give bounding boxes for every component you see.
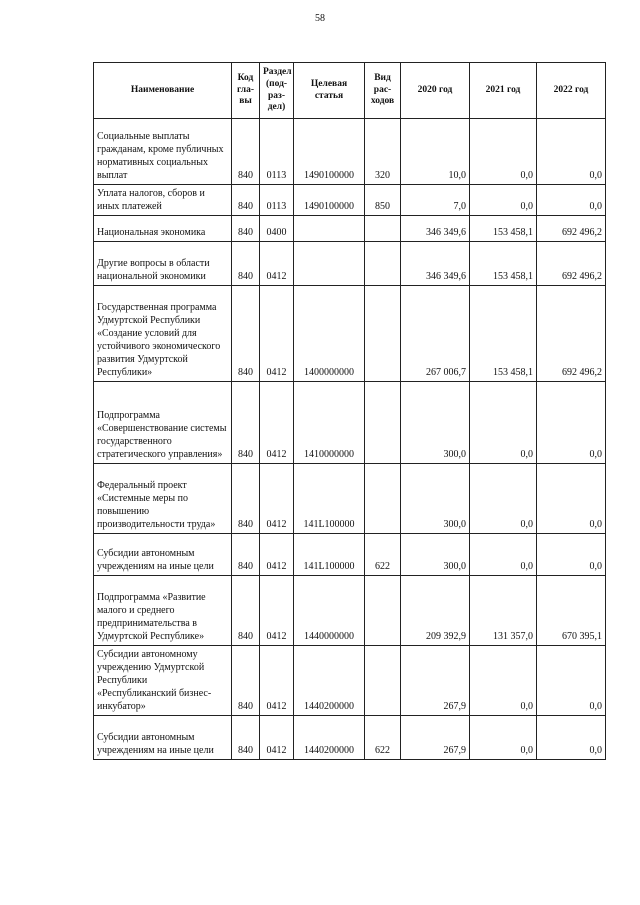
table-row — [94, 382, 606, 464]
budget-table — [93, 62, 606, 760]
row-2020: 300,0 — [401, 382, 470, 464]
row-target: 1490100000 — [294, 119, 365, 185]
row-target: 1400000000 — [294, 286, 365, 382]
row-2021: 0,0 — [470, 382, 537, 464]
row-2020: 10,0 — [401, 119, 470, 185]
row-2022: 0,0 — [537, 382, 606, 464]
row-2022: 0,0 — [537, 646, 606, 716]
row-2022: 0,0 — [537, 464, 606, 534]
row-section: 0412 — [260, 286, 294, 382]
row-2022: 692 496,2 — [537, 286, 606, 382]
header-chapter-code: Код гла-вы — [232, 63, 260, 119]
row-2022: 0,0 — [537, 185, 606, 216]
page-number: 58 — [315, 13, 325, 24]
table-row — [94, 119, 606, 185]
row-target: 141L100000 — [294, 534, 365, 576]
row-2021: 0,0 — [470, 185, 537, 216]
row-chapter: 840 — [232, 382, 260, 464]
row-target — [294, 216, 365, 242]
row-section: 0412 — [260, 576, 294, 646]
row-section: 0412 — [260, 716, 294, 760]
row-chapter: 840 — [232, 646, 260, 716]
row-section: 0412 — [260, 534, 294, 576]
header-target-article: Целевая статья — [294, 63, 365, 119]
header-year-2021: 2021 год — [470, 63, 537, 119]
row-2022: 692 496,2 — [537, 216, 606, 242]
row-name: Подпрограмма «Совершенствование системы государственного стратегического управления» — [94, 382, 232, 464]
row-section: 0412 — [260, 646, 294, 716]
row-2020: 267 006,7 — [401, 286, 470, 382]
row-2021: 0,0 — [470, 119, 537, 185]
row-name: Социальные выплаты гражданам, кроме публичных нормативных социальных выплат — [94, 119, 232, 185]
table-row — [94, 534, 606, 576]
row-name: Субсидии автономному учреждению Удмуртской Республики «Республиканский бизнес-инкубатор» — [94, 646, 232, 716]
row-type — [365, 286, 401, 382]
row-2021: 153 458,1 — [470, 286, 537, 382]
row-name: Национальная экономика — [94, 216, 232, 242]
header-year-2022: 2022 год — [537, 63, 606, 119]
table-row — [94, 576, 606, 646]
row-section: 0412 — [260, 242, 294, 286]
table-row — [94, 646, 606, 716]
row-type — [365, 382, 401, 464]
row-2020: 300,0 — [401, 534, 470, 576]
row-section: 0412 — [260, 464, 294, 534]
row-target: 141L100000 — [294, 464, 365, 534]
row-name: Федеральный проект «Системные меры по повышению производительности труда» — [94, 464, 232, 534]
row-type — [365, 242, 401, 286]
row-chapter: 840 — [232, 119, 260, 185]
row-type — [365, 646, 401, 716]
row-2021: 0,0 — [470, 534, 537, 576]
header-section: Раздел (под-раз-дел) — [260, 63, 294, 119]
row-2022: 692 496,2 — [537, 242, 606, 286]
row-2021: 153 458,1 — [470, 242, 537, 286]
table-row — [94, 185, 606, 216]
header-expense-type: Вид рас-ходов — [365, 63, 401, 119]
header-year-2020: 2020 год — [401, 63, 470, 119]
row-2021: 153 458,1 — [470, 216, 537, 242]
row-section: 0412 — [260, 382, 294, 464]
row-type: 622 — [365, 534, 401, 576]
row-section: 0113 — [260, 185, 294, 216]
row-2021: 0,0 — [470, 716, 537, 760]
row-2020: 300,0 — [401, 464, 470, 534]
row-target: 1490100000 — [294, 185, 365, 216]
row-target: 1440200000 — [294, 646, 365, 716]
row-target: 1410000000 — [294, 382, 365, 464]
row-name: Государственная программа Удмуртской Республики «Создание условий для устойчивого экономического развития Удмуртской Республики» — [94, 286, 232, 382]
table-row — [94, 286, 606, 382]
row-2021: 0,0 — [470, 646, 537, 716]
row-type — [365, 576, 401, 646]
table-row — [94, 716, 606, 760]
row-chapter: 840 — [232, 716, 260, 760]
row-chapter: 840 — [232, 242, 260, 286]
row-name: Другие вопросы в области национальной экономики — [94, 242, 232, 286]
row-type — [365, 464, 401, 534]
row-type: 622 — [365, 716, 401, 760]
row-target: 1440000000 — [294, 576, 365, 646]
row-2020: 267,9 — [401, 646, 470, 716]
row-2022: 0,0 — [537, 119, 606, 185]
row-type: 320 — [365, 119, 401, 185]
row-name: Субсидии автономным учреждениям на иные цели — [94, 716, 232, 760]
row-2021: 0,0 — [470, 464, 537, 534]
header-name: Наименование — [94, 63, 232, 119]
row-2020: 267,9 — [401, 716, 470, 760]
row-2020: 346 349,6 — [401, 242, 470, 286]
row-2022: 670 395,1 — [537, 576, 606, 646]
row-section: 0113 — [260, 119, 294, 185]
row-target: 1440200000 — [294, 716, 365, 760]
table-row — [94, 216, 606, 242]
row-chapter: 840 — [232, 464, 260, 534]
row-chapter: 840 — [232, 286, 260, 382]
row-chapter: 840 — [232, 534, 260, 576]
row-2022: 0,0 — [537, 716, 606, 760]
row-chapter: 840 — [232, 216, 260, 242]
row-type: 850 — [365, 185, 401, 216]
row-2020: 7,0 — [401, 185, 470, 216]
row-2020: 346 349,6 — [401, 216, 470, 242]
row-name: Уплата налогов, сборов и иных платежей — [94, 185, 232, 216]
table-row — [94, 464, 606, 534]
row-2021: 131 357,0 — [470, 576, 537, 646]
row-name: Подпрограмма «Развитие малого и среднего предпринимательства в Удмуртской Республике» — [94, 576, 232, 646]
table-header-row — [94, 63, 606, 119]
row-chapter: 840 — [232, 185, 260, 216]
row-name: Субсидии автономным учреждениям на иные цели — [94, 534, 232, 576]
row-type — [365, 216, 401, 242]
row-section: 0400 — [260, 216, 294, 242]
row-target — [294, 242, 365, 286]
row-chapter: 840 — [232, 576, 260, 646]
table-row — [94, 242, 606, 286]
row-2022: 0,0 — [537, 534, 606, 576]
row-2020: 209 392,9 — [401, 576, 470, 646]
